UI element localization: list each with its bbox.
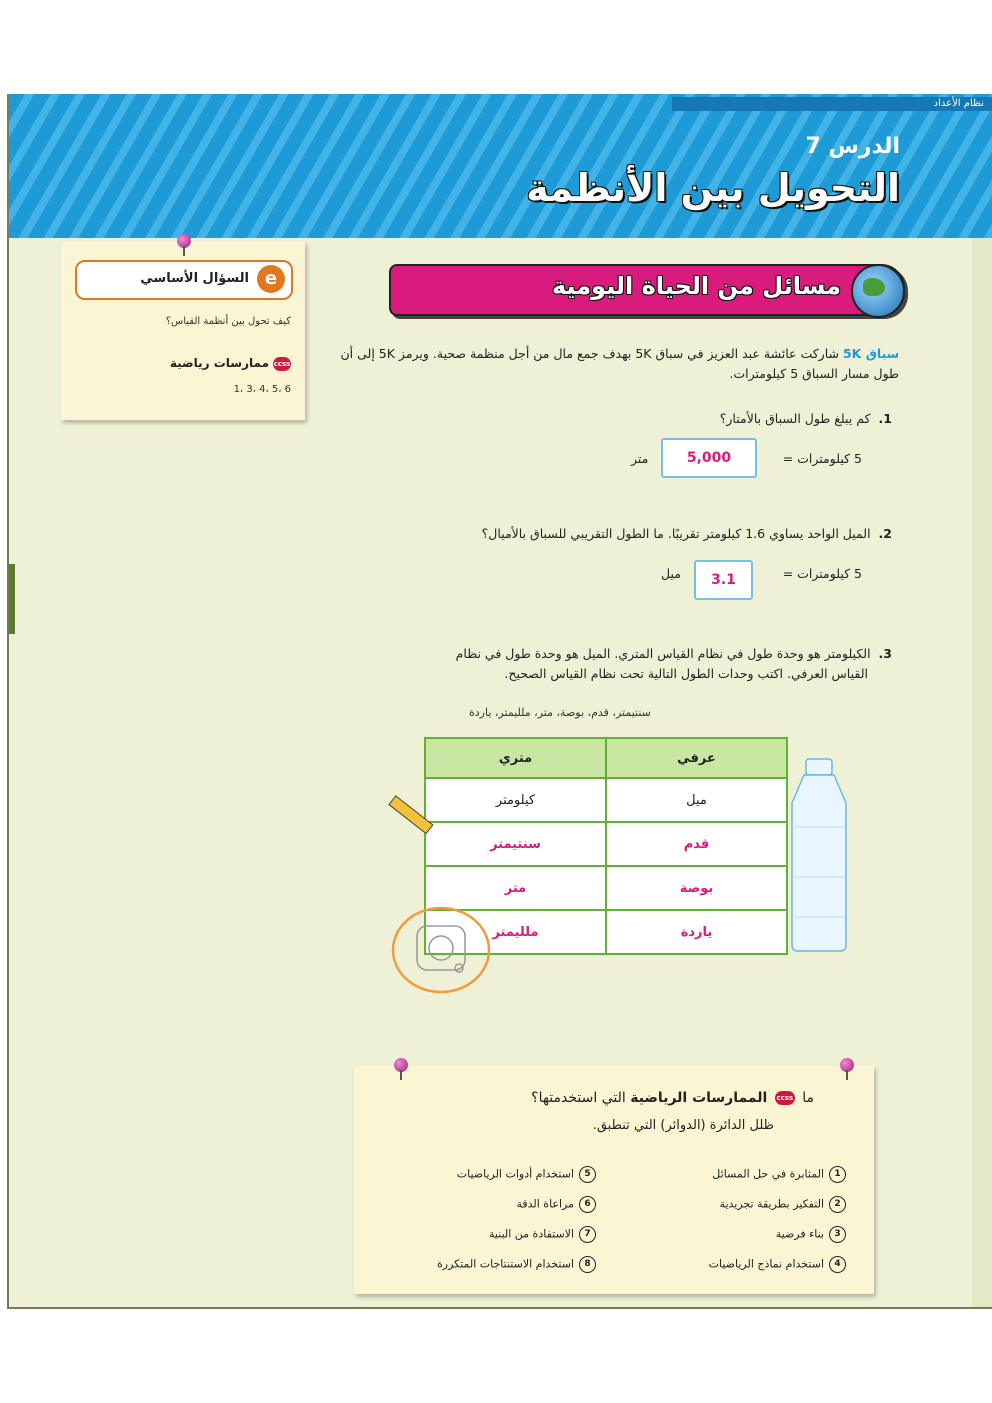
cell-answer-customary[interactable]: بوصة (606, 866, 787, 910)
column-header-customary: عرفي (606, 738, 787, 778)
option-label: مراعاة الدقة (516, 1197, 574, 1211)
equation-lhs: 5 كيلومترات = (782, 566, 862, 581)
reflection-question (531, 1090, 814, 1106)
practice-option[interactable] (776, 1226, 846, 1243)
question-text-line2: القياس العرفي. اكتب وحدات الطول التالية تحت نظام القياس الصحيح. (504, 666, 868, 681)
question-number: 2. (878, 526, 892, 541)
copyright-note (974, 1138, 990, 1309)
practice-option[interactable] (712, 1166, 846, 1183)
pushpin-stem (400, 1070, 402, 1080)
question-text-line1: الكيلومتر هو وحدة طول في نظام القياس المتري. الميل هو وحدة طول في نظام (455, 646, 871, 661)
pushpin-stem (846, 1070, 848, 1080)
practice-option[interactable] (457, 1166, 596, 1183)
reflection-prefix: ما (802, 1090, 814, 1106)
essential-question-card (61, 242, 305, 420)
option-circle[interactable]: 4 (829, 1256, 846, 1273)
question-number: 1. (878, 411, 892, 426)
lesson-number: الدرس 7 (805, 134, 900, 159)
reflection-suffix: التي استخدمتها؟ (531, 1090, 626, 1106)
ccss-badge-icon: ccss (273, 357, 291, 371)
option-circle[interactable]: 2 (829, 1196, 846, 1213)
option-circle[interactable]: 3 (829, 1226, 846, 1243)
option-label: استخدام نماذج الرياضيات (708, 1257, 824, 1271)
practice-option[interactable] (437, 1256, 596, 1273)
reflection-instruction: ظلل الدائرة (الدوائر) التي تنطبق. (592, 1118, 774, 1133)
right-margin (972, 238, 992, 1307)
cell-answer-metric[interactable]: سنتيمتر (425, 822, 606, 866)
reflection-bold: الممارسات الرياضية (630, 1090, 768, 1106)
lesson-title: التحويل بين الأنظمة (526, 166, 900, 210)
intro-text: شاركت عائشة عبد العزيز في سباق 5K بهدف جمع مال من أجل منظمة صحية. ويرمز 5K إلى أن طول مسار السباق 5 كيلومترات. (340, 346, 899, 381)
water-bottle-illustration (784, 757, 854, 953)
option-label: التفكير بطريقة تجريدية (719, 1197, 824, 1211)
textbook-page (7, 94, 992, 1309)
option-circle[interactable]: 5 (579, 1166, 596, 1183)
pushpin-stem (183, 246, 185, 256)
practice-option[interactable] (516, 1196, 596, 1213)
intro-lead: سباق 5K (842, 346, 899, 361)
answer-unit: متر (631, 451, 649, 466)
question-number: 3. (878, 646, 892, 661)
option-circle[interactable]: 1 (829, 1166, 846, 1183)
essential-question-header (75, 260, 293, 300)
option-label: الاستفادة من البنية (489, 1227, 574, 1241)
word-list: سنتيمتر، قدم، بوصة، متر، ملليمتر، ياردة (469, 706, 651, 719)
reflection-card (354, 1066, 874, 1294)
unit-label: نظام الأعداد (672, 97, 992, 111)
question-1 (720, 409, 892, 429)
cell-given-customary: ميل (606, 778, 787, 822)
page-edge-tab (9, 564, 15, 634)
math-practices-label: ممارسات رياضية (169, 356, 269, 370)
essential-question-title: السؤال الأساسي (140, 271, 249, 286)
cell-answer-metric[interactable]: متر (425, 866, 606, 910)
question-2 (482, 524, 892, 544)
question-text: كم يبلغ طول السباق بالأمتار؟ (719, 411, 871, 426)
question-text: الميل الواحد يساوي 1.6 كيلومتر تقريبًا. ما الطول التقريبي للسباق بالأميال؟ (481, 526, 871, 541)
math-practices-numbers: 1، 3، 4، 5، 6 (233, 384, 291, 395)
column-header-metric: متري (425, 738, 606, 778)
option-label: استخدام أدوات الرياضيات (456, 1167, 574, 1181)
option-label: بناء فرضية (775, 1227, 824, 1241)
option-circle[interactable]: 8 (579, 1256, 596, 1273)
practice-option[interactable] (709, 1256, 846, 1273)
option-label: المثابرة في حل المسائل (712, 1167, 824, 1181)
option-label: استخدام الاستنتاجات المتكررة (437, 1257, 574, 1271)
cell-answer-metric[interactable]: ملليمتر (425, 910, 606, 954)
table-header-row (425, 738, 787, 778)
globe-icon (851, 264, 905, 318)
table-row (425, 778, 787, 822)
question-3 (332, 644, 892, 684)
equation-lhs: 5 كيلومترات = (782, 451, 862, 466)
stopwatch-doodle-illustration (389, 902, 493, 998)
answer-box-1[interactable]: 5,000 (661, 438, 757, 478)
intro-paragraph (339, 344, 899, 384)
real-world-title: مسائل من الحياة اليومية (551, 272, 841, 300)
cell-given-metric: كيلومتر (425, 778, 606, 822)
ccss-badge-icon: ccss (775, 1091, 795, 1105)
cell-answer-customary[interactable]: قدم (606, 822, 787, 866)
answer-unit: ميل (661, 566, 681, 581)
table-row (425, 822, 787, 866)
practice-option[interactable] (489, 1226, 596, 1243)
option-circle[interactable]: 7 (579, 1226, 596, 1243)
essential-question-text: كيف تحول بين أنظمة القياس؟ (165, 316, 291, 327)
cell-answer-customary[interactable]: ياردة (606, 910, 787, 954)
answer-box-2[interactable]: 3.1 (694, 560, 753, 600)
real-world-banner (389, 264, 905, 316)
option-circle[interactable]: 6 (579, 1196, 596, 1213)
lesson-header (9, 94, 992, 238)
practice-option[interactable] (720, 1196, 846, 1213)
question-badge-icon: e (257, 265, 285, 293)
